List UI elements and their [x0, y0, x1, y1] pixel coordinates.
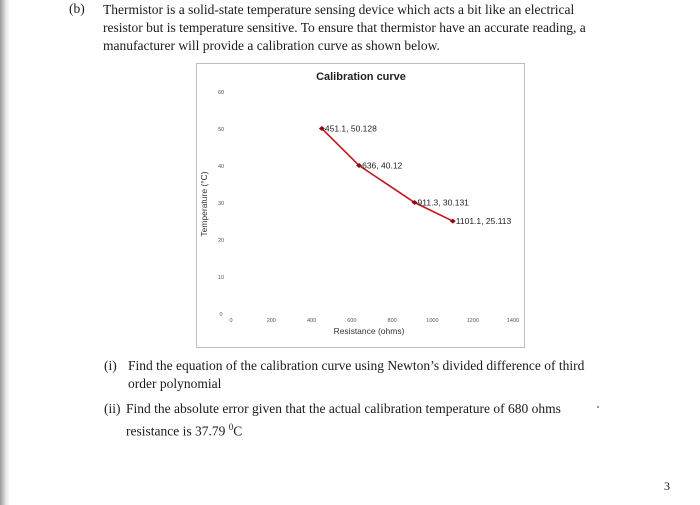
series-layer [319, 124, 512, 227]
x-tick-label: 1200 [466, 318, 479, 324]
question-paragraph [103, 1, 598, 55]
calibration-chart [196, 63, 525, 348]
subquestion-line: order polynomial [128, 376, 222, 391]
x-tick-label: 200 [266, 318, 276, 324]
x-axis-label: Resistance (ohms) [333, 326, 405, 336]
y-tick-label: 30 [217, 201, 225, 207]
x-tick-label: 1400 [506, 318, 520, 324]
subquestion-line [126, 418, 561, 441]
x-tick-label: 1000 [426, 318, 439, 324]
stray-mark [597, 406, 599, 408]
subquestion-line: Find the absolute error given that the actual calibration temperature of 680 ohms [126, 401, 561, 416]
y-axis-label: Temperature (°C) [199, 171, 209, 237]
chart-canvas [197, 64, 524, 347]
y-tick-label: 20 [217, 238, 225, 244]
subquestion-number: (i) [104, 358, 117, 373]
subquestion-number: (ii) [104, 401, 121, 416]
data-label: 636, 40.12 [362, 160, 403, 171]
x-tick-label: 800 [387, 318, 397, 324]
data-label: 1101.1, 25.113 [455, 216, 512, 227]
subquestion-ii [104, 400, 604, 440]
y-tick-label: 40 [217, 164, 225, 170]
chart-title: Calibration curve [316, 71, 406, 83]
subquestion-i [104, 357, 604, 397]
x-tick-label: 400 [306, 318, 317, 324]
subquestion-text [128, 357, 584, 393]
question-label: (b) [69, 1, 85, 16]
y-tick-label: 0 [219, 312, 223, 318]
x-tick-label: 0 [229, 318, 233, 324]
x-axis-ticks [229, 318, 519, 324]
question-line: resistor but is temperature sensitive. To ensure that thermistor have an accurate reading, a [103, 20, 586, 35]
x-tick-label: 600 [347, 318, 357, 324]
y-tick-label: 60 [217, 90, 225, 96]
data-label: 911.3, 30.131 [417, 197, 469, 208]
page-edge-shadow [0, 0, 10, 505]
y-tick-label: 50 [217, 127, 225, 133]
subquestion-line: Find the equation of the calibration curve using Newton’s divided difference of third [128, 358, 585, 373]
question-line: manufacturer will provide a calibration curve as shown below. [103, 38, 440, 53]
y-axis-ticks [218, 90, 224, 318]
temperature-unit: C [233, 423, 243, 439]
question-line: Thermistor is a solid-state temperature sensing device which acts a bit like an electrical [103, 2, 575, 17]
degree-symbol: 0 [228, 422, 234, 432]
page-number: 3 [664, 479, 670, 493]
subquestion-line-prefix: resistance is 37.79 [126, 423, 229, 439]
data-label: 451.1, 50.128 [324, 123, 377, 134]
subquestion-text [126, 400, 561, 441]
y-tick-label: 10 [217, 275, 225, 281]
